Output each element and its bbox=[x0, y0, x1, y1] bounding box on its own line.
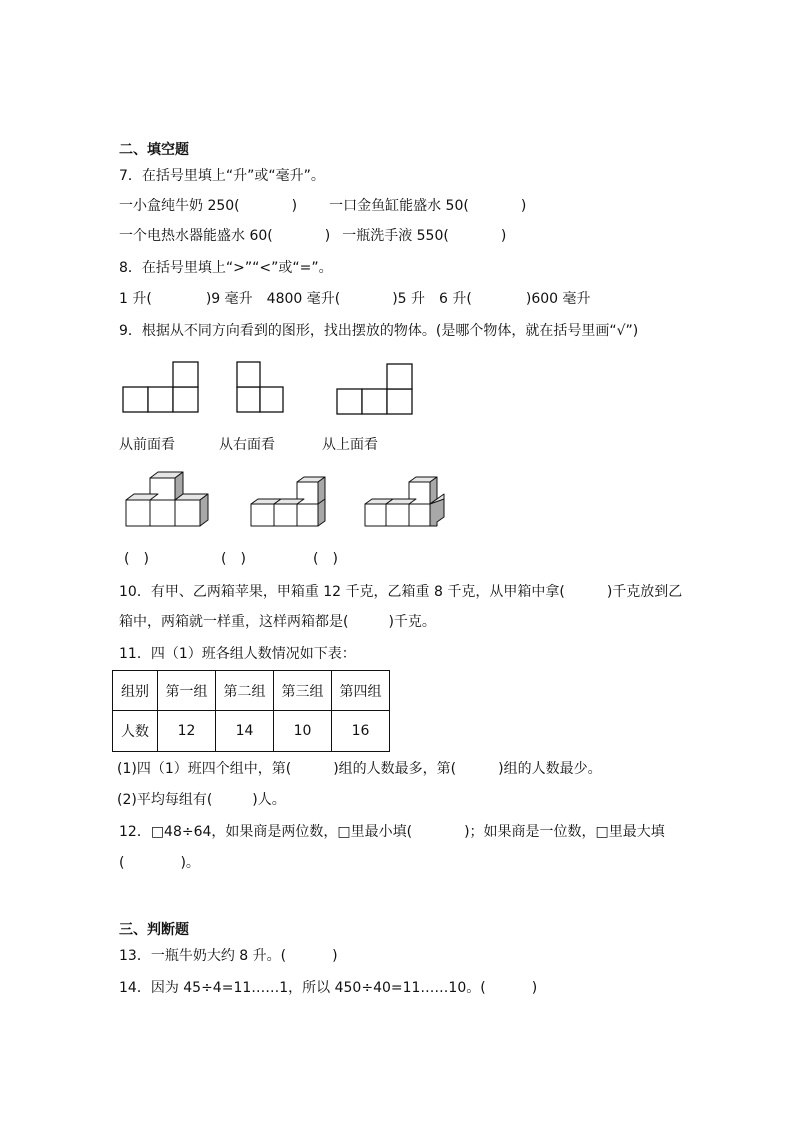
question-7-line-1 bbox=[119, 196, 526, 216]
q12-text-d: )。 bbox=[180, 855, 200, 871]
q14-text: 14．因为 45÷4=11……1，所以 450÷40=11……10。( bbox=[119, 980, 486, 996]
q7-item-water-heater: 一个电热水器能盛水 60( bbox=[119, 228, 273, 244]
question-12-line-2 bbox=[119, 853, 200, 873]
table-header-cell: 第三组 bbox=[274, 671, 332, 711]
q11-sub2-text-b: )人。 bbox=[252, 792, 286, 808]
q12-text-b: )；如果商是一位数，□里最大填 bbox=[464, 824, 665, 840]
group-count-table bbox=[112, 670, 390, 752]
q10-text-a: 10．有甲、乙两箱苹果，甲箱重 12 千克，乙箱重 8 千克，从甲箱中拿( bbox=[119, 584, 565, 600]
question-12-line-1 bbox=[119, 822, 665, 842]
q8-item-c: 4800 毫升( bbox=[266, 291, 341, 307]
q11-sub1-text-a: (1)四（1）班四个组中，第( bbox=[117, 761, 292, 777]
question-8-items bbox=[119, 289, 591, 309]
view-caption-right: 从右面看 bbox=[219, 437, 275, 453]
view-caption-front: 从前面看 bbox=[119, 437, 175, 453]
q7-item-fish-tank: 一口金鱼缸能盛水 50( bbox=[329, 198, 469, 214]
paren-close: ) bbox=[531, 980, 538, 996]
table-row bbox=[113, 711, 390, 752]
question-11-stem: 11．四（1）班各组人数情况如下表： bbox=[119, 646, 356, 662]
table-cell: 14 bbox=[216, 711, 274, 752]
table-cell: 12 bbox=[158, 711, 216, 752]
q11-sub2-text-a: (2)平均每组有( bbox=[117, 792, 213, 808]
right-view-figure bbox=[236, 360, 286, 414]
view-caption-top: 从上面看 bbox=[322, 437, 378, 453]
top-view-figure bbox=[336, 362, 416, 416]
table-cell: 16 bbox=[332, 711, 390, 752]
paren-close: ) bbox=[500, 228, 507, 244]
cube-object-b bbox=[250, 476, 332, 532]
table-cell: 10 bbox=[274, 711, 332, 752]
question-10-line-2 bbox=[119, 612, 436, 632]
table-row-label: 人数 bbox=[113, 711, 158, 752]
answer-slot-a[interactable]: ( ) bbox=[124, 551, 149, 567]
q12-text-a: 12．□48÷64，如果商是两位数，□里最小填( bbox=[119, 824, 413, 840]
question-11-sub-1 bbox=[117, 759, 602, 779]
section-heading-true-false: 三、判断题 bbox=[119, 922, 189, 938]
answer-slot-c[interactable]: ( ) bbox=[313, 551, 338, 567]
q8-item-a: 1 升( bbox=[119, 291, 152, 307]
q10-text-d: )千克。 bbox=[388, 614, 436, 630]
front-view-figure bbox=[122, 360, 202, 414]
section-heading-fill-in: 二、填空题 bbox=[119, 142, 189, 158]
question-13 bbox=[119, 946, 338, 966]
table-header-cell: 第一组 bbox=[158, 671, 216, 711]
paren-close: ) bbox=[332, 948, 338, 964]
q8-item-b: )9 毫升 bbox=[205, 291, 253, 307]
answer-slot-b[interactable]: ( ) bbox=[221, 551, 246, 567]
table-header-cell: 第二组 bbox=[216, 671, 274, 711]
question-9-stem: 9．根据从不同方向看到的图形，找出摆放的物体。(是哪个物体，就在括号里画“√”) bbox=[119, 323, 639, 339]
q8-item-e: 6 升( bbox=[439, 291, 472, 307]
q11-sub1-text-b: )组的人数最多，第( bbox=[333, 761, 457, 777]
table-header-cell: 第四组 bbox=[332, 671, 390, 711]
question-11-sub-2 bbox=[117, 790, 286, 810]
q7-item-milk: 一小盒纯牛奶 250( bbox=[119, 198, 240, 214]
q10-text-b: )千克放到乙 bbox=[606, 584, 683, 600]
q7-item-hand-soap: 一瓶洗手液 550( bbox=[342, 228, 449, 244]
cube-object-c bbox=[364, 476, 448, 532]
question-7-stem: 7．在括号里填上“升”或“毫升”。 bbox=[119, 168, 325, 184]
q12-text-c: ( bbox=[119, 855, 125, 871]
q8-item-d: )5 升 bbox=[392, 291, 426, 307]
q10-text-c: 箱中，两箱就一样重，这样两箱都是( bbox=[119, 614, 349, 630]
question-8-stem: 8．在括号里填上“>”“<”或“=”。 bbox=[119, 260, 333, 276]
question-7-line-2 bbox=[119, 226, 506, 246]
table-header-cell: 组别 bbox=[113, 671, 158, 711]
paren-close: ) bbox=[520, 198, 527, 214]
q13-text: 13．一瓶牛奶大约 8 升。( bbox=[119, 948, 287, 964]
question-10-line-1 bbox=[119, 582, 682, 602]
paren-close: ) bbox=[324, 228, 331, 244]
cube-object-a bbox=[125, 474, 215, 530]
q8-item-f: )600 毫升 bbox=[525, 291, 591, 307]
q11-sub1-text-c: )组的人数最少。 bbox=[498, 761, 602, 777]
table-header-row bbox=[113, 671, 390, 711]
paren-close: ) bbox=[291, 198, 298, 214]
question-14 bbox=[119, 978, 537, 998]
